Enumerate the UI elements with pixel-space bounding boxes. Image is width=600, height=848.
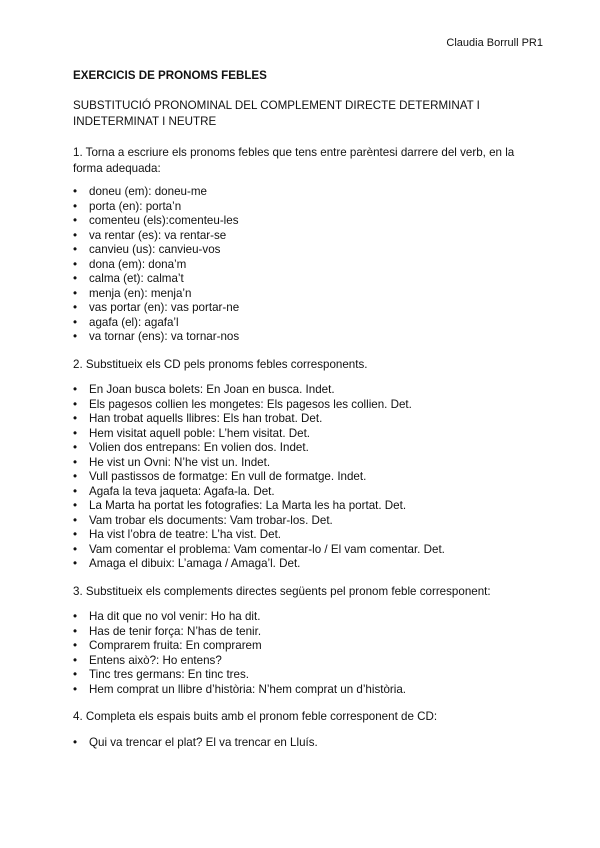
exercise-2	[73, 357, 543, 572]
list-item: • Amaga el dibuix: L’amaga / Amaga’l. Det.	[73, 557, 543, 572]
page-subtitle: SUBSTITUCIÓ PRONOMINAL DEL COMPLEMENT DIRECTE DETERMINAT I INDETERMINAT I NEUTRE	[73, 99, 480, 128]
list-item: • va tornar (ens): va tornar-nos	[73, 330, 543, 345]
exercise-3-question: 3. Substitueix els complements directes següents pel pronom feble corresponent:	[73, 584, 491, 598]
list-item: • La Marta ha portat les fotografies: La Marta les ha portat. Det.	[73, 499, 543, 514]
page-title: EXERCICIS DE PRONOMS FEBLES	[73, 69, 267, 82]
list-item: • canvieu (us): canvieu-vos	[73, 243, 543, 258]
exercise-1-question: 1. Torna a escriure els pronoms febles que tens entre parèntesi darrere del verb, en la forma adequada:	[73, 146, 515, 175]
exercise-4-list	[73, 736, 543, 751]
exercise-4-question: 4. Completa els espais buits amb el pronom feble corresponent de CD:	[73, 710, 438, 723]
list-item: • Ha vist l’obra de teatre: L’ha vist. Det.	[73, 528, 543, 543]
list-item: • comenteu (els):comenteu-les	[73, 214, 543, 229]
exercise-4	[73, 709, 543, 750]
list-item: • Tinc tres germans: En tinc tres.	[73, 668, 543, 683]
list-item: • calma (et): calma’t	[73, 272, 543, 287]
list-item: • Qui va trencar el plat? El va trencar en Lluís.	[73, 736, 543, 751]
exercise-1	[73, 145, 543, 345]
list-item: • vas portar (en): vas portar-ne	[73, 301, 543, 316]
exercise-2-list	[73, 383, 543, 572]
list-item: • va rentar (es): va rentar-se	[73, 229, 543, 244]
list-item: • Vull pastissos de formatge: En vull de formatge. Indet.	[73, 470, 543, 485]
exercise-3-list	[73, 610, 543, 697]
list-item: • Vam trobar els documents: Vam trobar-los. Det.	[73, 514, 543, 529]
list-item: • Els pagesos collien les mongetes: Els pagesos les collien. Det.	[73, 398, 543, 413]
list-item: • Han trobat aquells llibres: Els han trobat. Det.	[73, 412, 543, 427]
list-item: • doneu (em): doneu-me	[73, 185, 543, 200]
list-item: • Entens això?: Ho entens?	[73, 654, 543, 669]
list-item: • Hem visitat aquell poble: L’hem visitat. Det.	[73, 427, 543, 442]
author-header: Claudia Borrull PR1	[446, 37, 543, 49]
exercise-2-question: 2. Substitueix els CD pels pronoms febles corresponents.	[73, 357, 368, 371]
list-item: • Hem comprat un llibre d’història: N’hem comprat un d’història.	[73, 683, 543, 698]
document-body	[73, 68, 543, 750]
exercise-3	[73, 584, 543, 698]
list-item: • menja (en): menja’n	[73, 287, 543, 302]
list-item: • agafa (el): agafa’l	[73, 316, 543, 331]
list-item: • Comprarem fruita: En comprarem	[73, 639, 543, 654]
list-item: • Has de tenir força: N’has de tenir.	[73, 625, 543, 640]
list-item: • Agafa la teva jaqueta: Agafa-la. Det.	[73, 485, 543, 500]
list-item: • porta (en): porta’n	[73, 200, 543, 215]
exercise-1-list	[73, 185, 543, 345]
list-item: • Vam comentar el problema: Vam comentar-lo / El vam comentar. Det.	[73, 543, 543, 558]
list-item: • Ha dit que no vol venir: Ho ha dit.	[73, 610, 543, 625]
list-item: • Volien dos entrepans: En volien dos. Indet.	[73, 441, 543, 456]
list-item: • He vist un Ovni: N’he vist un. Indet.	[73, 456, 543, 471]
list-item: • dona (em): dona’m	[73, 258, 543, 273]
list-item: • En Joan busca bolets: En Joan en busca. Indet.	[73, 383, 543, 398]
